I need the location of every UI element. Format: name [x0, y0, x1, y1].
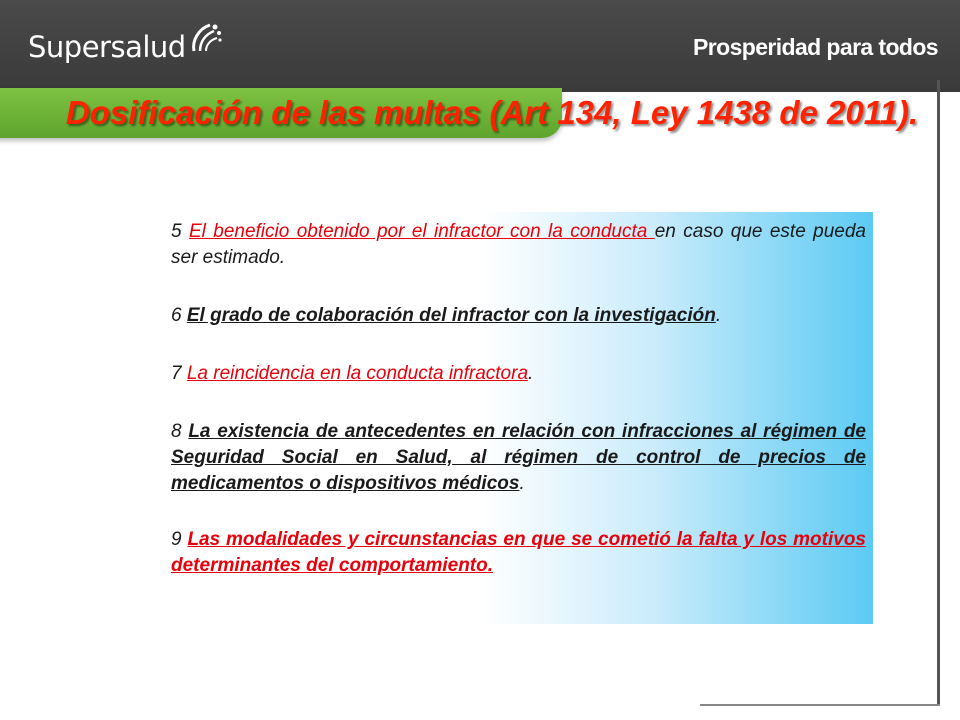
item-emphasis: La existencia de antecedentes en relación con infracciones al régimen de Seguridad Social en Salud, al régimen de control de precios de medicamentos o dispositivos médicos	[171, 421, 866, 494]
slogan-logo: Prosperidad para todos	[693, 34, 938, 60]
item-emphasis: El grado de colaboración del infractor con la investigación	[186, 305, 716, 326]
item-number: 9	[171, 529, 188, 550]
item-number: 6	[171, 305, 187, 326]
item-emphasis: Las modalidades y circunstancias en que se cometió la falta y los motivos determinantes del comportamiento.	[171, 529, 866, 576]
logo-text: Supersalud	[28, 30, 186, 64]
criteria-list	[171, 219, 866, 611]
slide-title: Dosificación de las multas (Art 134, Ley 1438 de 2011).	[65, 94, 919, 131]
item-number: 7	[171, 363, 187, 384]
frame-right-edge	[937, 80, 940, 706]
list-item	[171, 419, 866, 497]
list-item	[171, 361, 866, 387]
item-rest: .	[519, 473, 525, 494]
item-number: 5	[171, 221, 189, 242]
item-rest: en caso que este pueda ser estimado.	[171, 221, 866, 268]
header-bar	[0, 0, 960, 92]
list-item	[171, 527, 866, 579]
sunburst-logo-icon	[188, 21, 222, 60]
item-number: 8	[171, 421, 189, 442]
frame-bottom-edge	[700, 704, 940, 706]
supersalud-logo	[28, 22, 222, 72]
list-item	[171, 303, 866, 329]
item-emphasis: La reincidencia en la conducta infractora	[186, 363, 529, 384]
list-item	[171, 219, 866, 271]
item-rest: .	[715, 305, 722, 326]
item-rest: .	[528, 363, 534, 384]
item-emphasis: El beneficio obtenido por el infractor con la conducta	[188, 221, 655, 242]
